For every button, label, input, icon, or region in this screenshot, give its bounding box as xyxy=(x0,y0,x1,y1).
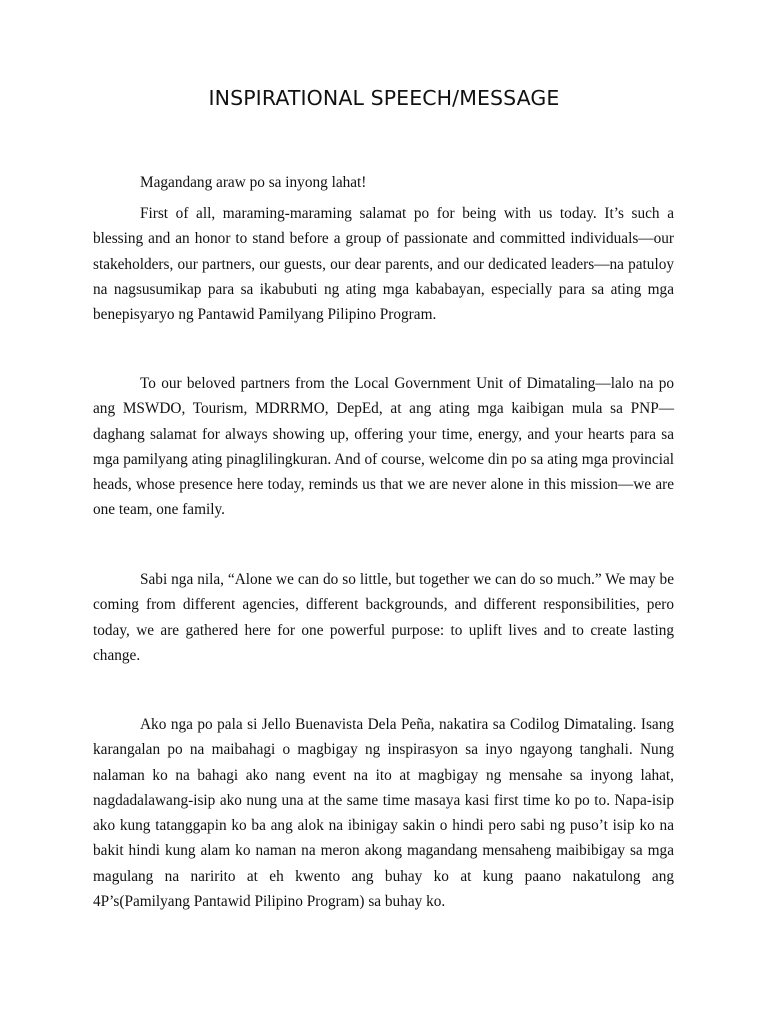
paragraph-thanks: First of all, maraming-maraming salamat po for being with us today. It’s such a blessing and an honor to stand before a group of passionate and committed individuals—our stakeholders, our partners, our guests, our dear parents, and our dedicated leaders—na patuloy na nagsusumikap para sa ikabubuti ng ating mga kababayan, especially para sa ating mga benepisyaryo ng Pantawid Pamilyang Pilipino Program. xyxy=(93,205,674,324)
paragraph-introduction: Ako nga po pala si Jello Buenavista Dela Peña, nakatira sa Codilog Dimataling. Isang karangalan po na maibahagi o magbigay ng inspirasyon sa inyo ngayong tanghali. Nung nalaman ko na bahagi ako nang event na ito at magbigay ng mensahe sa inyong lahat, nagdadalawang-isip ako nung una at the same time masaya kasi first time ko po to. Napa-isip ako kung tatanggapin ko ba ang alok na ibinigay sakin o hindi pero sabi ng puso’t isip ko na bakit hindi kung alam ko naman na meron akong magandang mensaheng maibibigay sa mga magulang na naririto at eh kwento ang buhay ko at kung paano nakatulong ang 4P’s(Pamilyang Pantawid Pilipino Program) sa buhay ko. xyxy=(93,716,674,911)
page-title: INSPIRATIONAL SPEECH/MESSAGE xyxy=(208,86,560,110)
paragraph-together: Sabi nga nila, “Alone we can do so little, but together we can do so much.” We may be coming from different agencies, different backgrounds, and different responsibilities, pero today, we are gathered here for one powerful purpose: to uplift lives and to create lasting change. xyxy=(93,571,674,664)
paragraph-greeting: Magandang araw po sa inyong lahat! xyxy=(140,174,367,191)
paragraph-partners: To our beloved partners from the Local Government Unit of Dimataling—lalo na po ang MSWDO, Tourism, MDRRMO, DepEd, at ang ating mga kaibigan mula sa PNP—daghang salamat for always showing up, offering your time, energy, and your hearts para sa mga pamilyang ating pinaglilingkuran. And of course, welcome din po sa ating mga provincial heads, whose presence here today, reminds us that we are never alone in this mission—we are one team, one family. xyxy=(93,375,674,519)
